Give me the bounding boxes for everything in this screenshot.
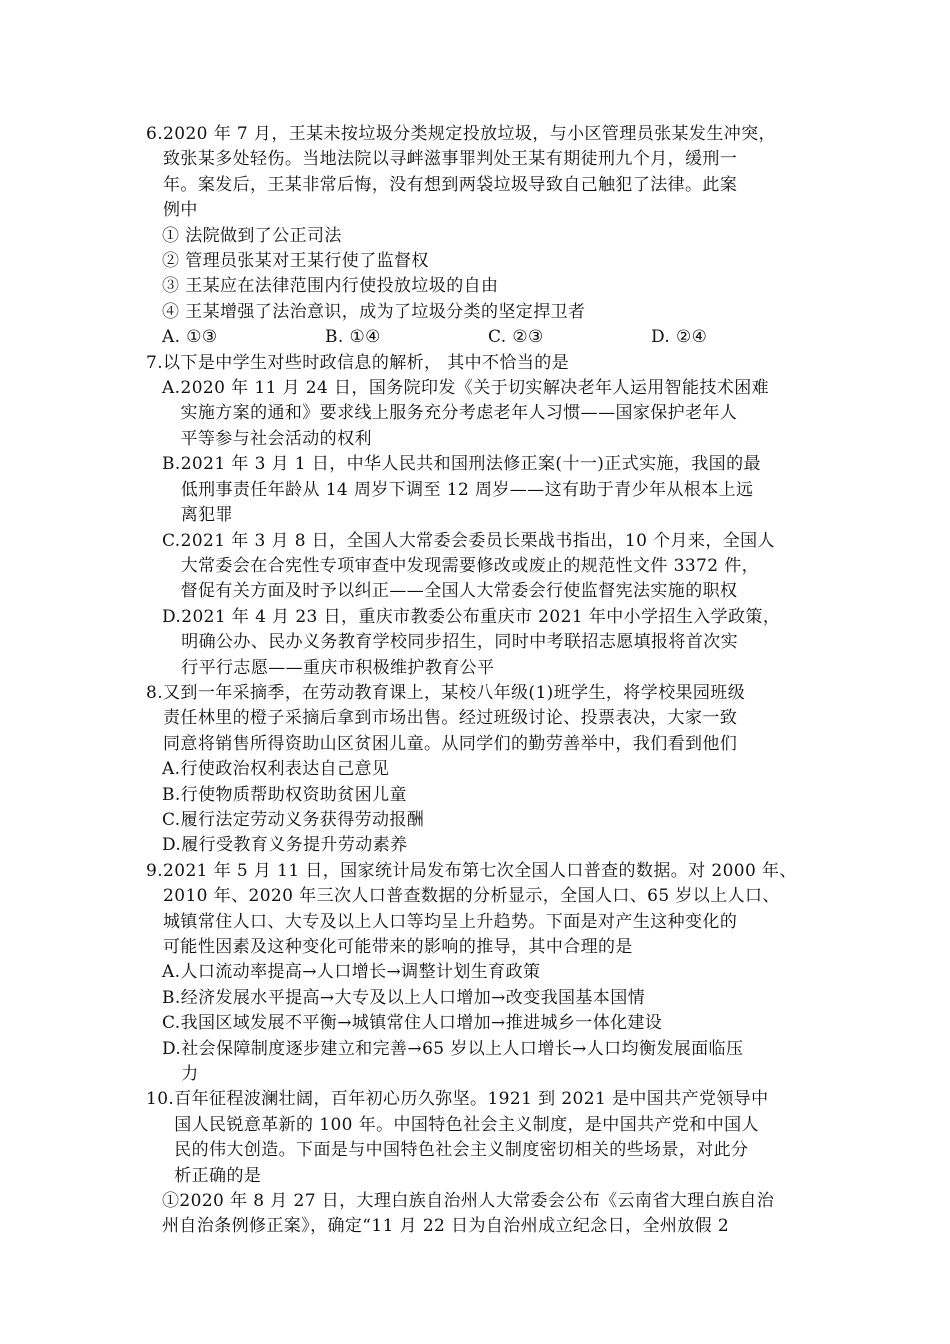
- option-text: 2021 年 3 月 8 日，全国人大常委会委员长栗战书指出，10 个月来，全国人 大常委会在合宪性专项审查中发现需要修改或废止的规范性文件 3372 件， 督促有关方面及时予以纠正——全国人大常委会行使监督宪法实施的职权: [180, 530, 775, 602]
- option-a: [146, 757, 826, 782]
- option-label: C.: [162, 1013, 181, 1034]
- option-text: 2021 年 3 月 1 日，中华人民共和国刑法修正案(十一)正式实施，我国的最 低刑事责任年龄从 14 周岁下调至 12 周岁——这有助于青少年从根本上远 离犯罪: [180, 454, 761, 526]
- question-text: 百年征程波澜壮阔，百年初心历久弥坚。1921 到 2021 是中国共产党领导中 国人民锐意革新的 100 年。中国特色社会主义制度，是中国共产党和中国人 民的伟大创造。下面是与中国特色社会主义制度密切相关的些场景，对此分 析正确的是: [174, 1089, 769, 1186]
- option-label: B.: [162, 987, 181, 1008]
- question-stem: [146, 859, 826, 961]
- option-c: [146, 529, 826, 605]
- option-a: [146, 376, 826, 452]
- option-text: 经济发展水平提高→大专及以上人口增加→改变我国基本国情: [180, 987, 645, 1008]
- question-number: 10.: [146, 1089, 175, 1110]
- option-label: A.: [162, 962, 181, 983]
- question-8: [146, 681, 826, 859]
- question-stem: [146, 122, 826, 224]
- question-stem: [146, 681, 826, 757]
- option-label: B.: [162, 784, 181, 805]
- answer-choices: [146, 325, 826, 350]
- option-c: [146, 808, 826, 833]
- option-text: 人口流动率提高→人口增长→调整计划生育政策: [180, 962, 541, 983]
- choice-a: A. ①③: [162, 327, 218, 348]
- option-d: [146, 833, 826, 858]
- statement-item: ③ 王某应在法律范围内行使投放垃圾的自由: [162, 276, 499, 297]
- question-9: [146, 859, 826, 1088]
- option-text: 我国区域发展不平衡→城镇常住人口增加→推进城乡一体化建设: [180, 1013, 663, 1034]
- option-label: C.: [162, 809, 181, 830]
- choice-d: D. ②④: [651, 327, 708, 348]
- question-text: 又到一年采摘季，在劳动教育课上，某校八年级(1)班学生，将学校果园班级 责任林里的橙子采摘后拿到市场出售。经过班级讨论、投票表决，大家一致 同意将销售所得资助山区贫困儿童。从同学们的勤劳善举中，我们看到他们: [163, 682, 746, 754]
- option-text: 行使物质帮助权资助贫困儿童: [180, 784, 407, 805]
- question-number: 8.: [146, 682, 164, 703]
- question-text: 以下是中学生对些时政信息的解析， 其中不恰当的是: [163, 352, 570, 373]
- statement-item: ④ 王某增强了法治意识，成为了垃圾分类的坚定捍卫者: [162, 301, 586, 322]
- option-label: C.: [162, 530, 181, 551]
- option-text: 履行法定劳动义务获得劳动报酬: [180, 809, 425, 830]
- option-d: [146, 1037, 826, 1088]
- option-b: [146, 452, 826, 528]
- option-text: 2021 年 4 月 23 日，重庆市教委公布重庆市 2021 年中小学招生入学政策， 明确公办、民办义务教育学校同步招生，同时中考联招志愿填报将首次实 行平行志愿——重庆市积极维护教育公平: [181, 606, 781, 678]
- option-text: 行使政治权利表达自己意见: [180, 759, 390, 780]
- question-stem: [146, 1087, 826, 1189]
- question-stem: [146, 351, 826, 376]
- option-label: A.: [162, 759, 181, 780]
- question-number: 6.: [146, 124, 164, 144]
- exam-page: [146, 122, 826, 1240]
- option-text: 社会保障制度逐步建立和完善→65 岁以上人口增长→人口均衡发展面临压 力: [181, 1038, 744, 1085]
- question-10: [146, 1087, 826, 1239]
- option-label: D.: [162, 835, 182, 856]
- option-d: [146, 605, 826, 681]
- question-text: 2021 年 5 月 11 日，国家统计局发布第七次全国人口普查的数据。对 2000 年、 2010 年、2020 年三次人口普查数据的分析显示，全国人口、65 岁以上人口、 城镇常住人口、大专及以上人口等均呈上升趋势。下面是对产生这种变化的 可能性因素及这种变化可能带来的影响的推导，其中合理的是: [163, 860, 797, 957]
- option-c: [146, 1011, 826, 1036]
- choice-c: C. ②③: [488, 327, 544, 348]
- statement-item: ①2020 年 8 月 27 日，大理白族自治州人大常委会公布《云南省大理白族自治 州自治条例修正案》，确定“11 月 22 日为自治州成立纪念日，全州放假 2: [162, 1191, 775, 1237]
- statement-item: ② 管理员张某对王某行使了监督权: [162, 251, 429, 272]
- question-7: [146, 351, 826, 681]
- option-label: B.: [162, 454, 181, 475]
- option-b: [146, 986, 826, 1011]
- statement-item: ① 法院做到了公正司法: [162, 225, 342, 246]
- option-label: D.: [162, 606, 182, 627]
- option-b: [146, 783, 826, 808]
- option-a: [146, 960, 826, 985]
- option-text: 2020 年 11 月 24 日，国务院印发《关于切实解决老年人运用智能技术困难 实施方案的通和》要求线上服务充分考虑老年人习惯——国家保护老年人 平等参与社会活动的权利: [180, 378, 770, 449]
- question-number: 7.: [146, 352, 164, 373]
- question-number: 9.: [146, 860, 164, 881]
- choice-b: B. ①④: [325, 327, 381, 348]
- option-label: D.: [162, 1038, 182, 1059]
- question-6: [146, 122, 826, 351]
- option-label: A.: [162, 378, 181, 399]
- question-text: 2020 年 7 月，王某未按垃圾分类规定投放垃圾，与小区管理员张某发生冲突， 致张某多处轻伤。当地法院以寻衅滋事罪判处王某有期徒刑九个月，缓刑一 年。案发后，王某非常后悔，没有想到两袋垃圾导致自己触犯了法律。此案 例中: [163, 124, 776, 221]
- option-text: 履行受教育义务提升劳动素养: [181, 835, 408, 856]
